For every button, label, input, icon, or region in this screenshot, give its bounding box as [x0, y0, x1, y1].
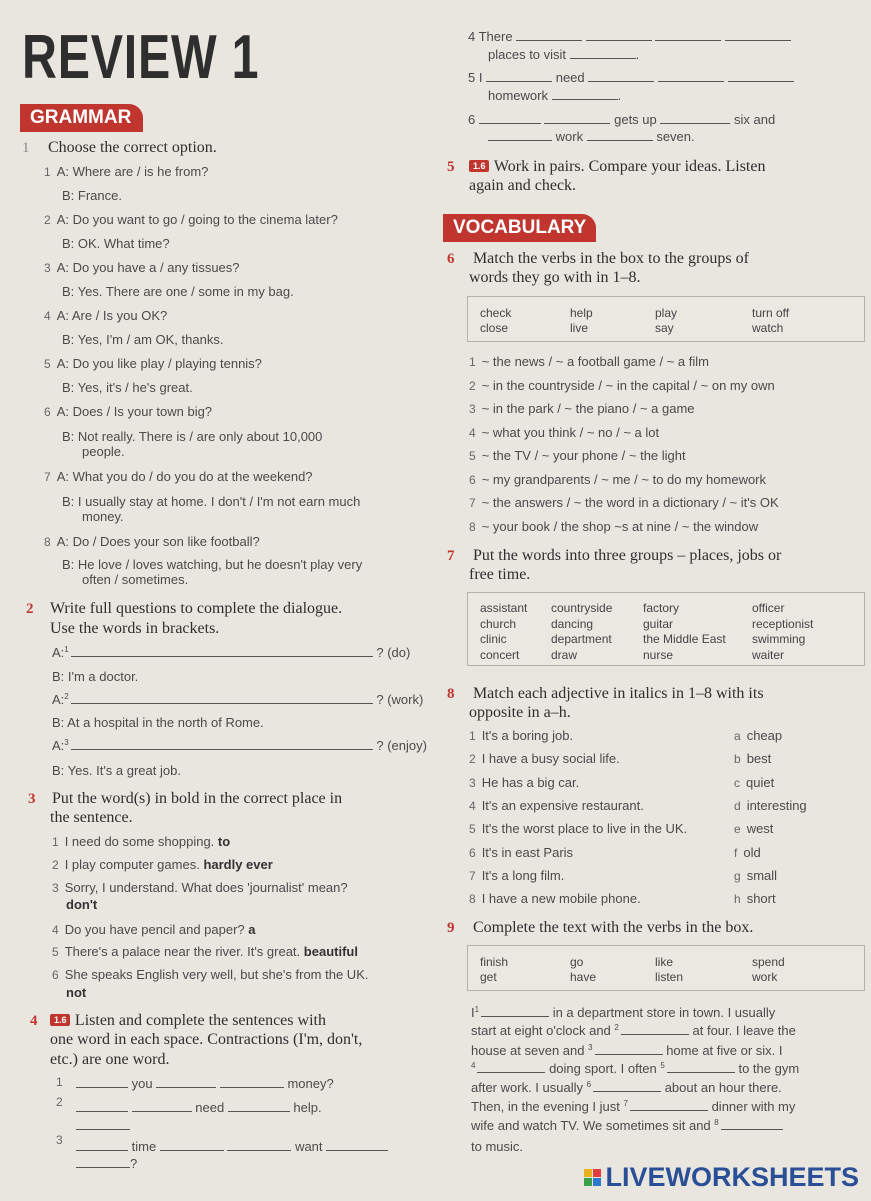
- ex1-line-text[interactable]: A: Do you like play / playing tennis?: [56, 356, 262, 371]
- ex1-line-text[interactable]: B: He love / loves watching, but he doesn't play very: [62, 557, 363, 572]
- vocabulary-section-tag: VOCABULARY: [443, 214, 596, 242]
- answer-blank-9-1[interactable]: [481, 1005, 549, 1017]
- exercise-5-heading: 5 1.6 Work in pairs. Compare your ideas. Listen: [447, 158, 766, 175]
- ex8-option: b best: [734, 751, 772, 767]
- word-box-item: finish: [480, 955, 509, 969]
- ex8-item: 6 It's in east Paris: [469, 844, 574, 860]
- answer-blank-4-3c[interactable]: [227, 1139, 291, 1151]
- answer-blank-4-5c[interactable]: [658, 70, 724, 82]
- ex6-item: 1 ~ the news / ~ a football game / ~ a film: [469, 354, 709, 369]
- exercise-2-heading-line2: Use the words in brackets.: [50, 620, 220, 637]
- answer-blank-4-4b[interactable]: [586, 29, 652, 41]
- answer-blank-9-6[interactable]: [593, 1080, 661, 1092]
- ex6-item: 3 ~ in the park / ~ the piano / ~ a game: [469, 401, 695, 416]
- answer-blank-9-7[interactable]: [630, 1099, 708, 1111]
- grammar-section-tag: GRAMMAR: [20, 104, 143, 132]
- word-box-item: the Middle East: [643, 632, 726, 646]
- answer-blank-4-6a[interactable]: [479, 112, 541, 124]
- ex9-text-line-1: $I^1$ in a department store in town. I usually: [471, 1005, 776, 1020]
- answer-blank-4-2a[interactable]: [76, 1100, 128, 1112]
- ex4-sentence-1: 1: [56, 1075, 63, 1089]
- answer-blank-4-6c[interactable]: [660, 112, 730, 124]
- exercise-7-heading-line2: free time.: [469, 566, 531, 583]
- ex1-line-text[interactable]: A: Do you want to go / going to the cinema later?: [56, 212, 338, 227]
- ex8-option: f old: [734, 844, 761, 860]
- ex8-option: d interesting: [734, 797, 807, 813]
- answer-blank-9-8[interactable]: [721, 1118, 783, 1130]
- answer-blank-4-2b[interactable]: [132, 1100, 192, 1112]
- ex4-sentence-4-line2: places to visit .: [488, 47, 640, 62]
- word-box-item: go: [570, 955, 584, 969]
- answer-blank-4-1a[interactable]: [76, 1076, 128, 1088]
- ex9-text-line-3: house at seven and $^3$ home at five or six. I: [471, 1043, 783, 1058]
- ex1-line: [62, 380, 193, 395]
- ex3-item-3-bold: don't: [66, 897, 98, 912]
- audio-track-icon[interactable]: 1.6: [469, 160, 490, 172]
- answer-blank-4-6d[interactable]: [488, 129, 552, 141]
- ex1-line-text[interactable]: often / sometimes.: [82, 572, 189, 587]
- ex3-item-3: 3 Sorry, I understand. What does 'journalist' mean?: [52, 880, 348, 895]
- ex6-item: 6 ~ my grandparents / ~ me / ~ to do my homework: [469, 471, 767, 487]
- word-box-item: church: [480, 616, 517, 631]
- ex8-item: 2 I have a busy social life.: [469, 751, 620, 767]
- answer-blank-4-3a[interactable]: [76, 1139, 128, 1151]
- word-box-item: department: [551, 632, 612, 646]
- ex3-item-1: 1 I need do some shopping. to: [52, 834, 231, 849]
- ex1-line: 5 A: Do you like play / playing tennis?: [44, 356, 262, 371]
- ex1-line: [62, 557, 362, 572]
- ex1-line: [62, 494, 360, 509]
- ex8-item: 4 It's an expensive restaurant.: [469, 797, 644, 813]
- ex9-word-box: [467, 945, 865, 991]
- answer-blank-4-5d[interactable]: [728, 70, 794, 82]
- ex6-item: 2 ~ in the countryside / ~ in the capital / ~ on my own: [469, 377, 775, 393]
- answer-blank-4-2c[interactable]: [228, 1100, 290, 1112]
- exercise-2-heading: 2 Write full questions to complete the dialogue.: [26, 600, 343, 617]
- ex7-word-box: [467, 592, 865, 666]
- ex1-line: [82, 444, 125, 459]
- word-box-item: draw: [551, 647, 578, 662]
- answer-blank-4-4d[interactable]: [725, 29, 791, 41]
- answer-blank-9-3[interactable]: [595, 1043, 663, 1055]
- answer-blank-2-1[interactable]: [71, 645, 373, 657]
- exercise-4-heading-line3: etc.) are one word.: [50, 1051, 170, 1068]
- answer-blank-4-3b[interactable]: [160, 1139, 224, 1151]
- exercise-5-heading-line2: again and check.: [469, 177, 577, 194]
- answer-blank-4-5a[interactable]: [486, 70, 552, 82]
- ex8-item: 7 It's a long film.: [469, 867, 565, 883]
- word-box-item: guitar: [643, 616, 674, 631]
- word-box-item: factory: [643, 601, 680, 615]
- answer-blank-4-3d[interactable]: [326, 1139, 388, 1151]
- dialogue-b3: B: Yes. It's a great job.: [52, 763, 181, 778]
- page-title: REVIEW 1: [22, 23, 260, 92]
- ex6-item: 5 ~ the TV / ~ your phone / ~ the light: [469, 448, 686, 463]
- ex1-line-text[interactable]: A: What you do / do you do at the weekend?: [56, 469, 313, 484]
- ex1-line: [82, 509, 124, 524]
- ex4-sentence-2-body: need help.: [76, 1100, 322, 1115]
- ex9-text-line-4: $^4$ doing sport. I often $^5$ to the gym: [471, 1061, 800, 1076]
- exercise-9-heading: 9 Complete the text with the verbs in the box.: [447, 919, 754, 936]
- ex8-item: 8 I have a new mobile phone.: [469, 891, 641, 907]
- ex8-option: c quiet: [734, 774, 775, 790]
- word-box-item: nurse: [643, 647, 674, 662]
- ex1-line: [82, 572, 188, 587]
- word-box-item: close: [480, 321, 509, 335]
- dialogue-a3: A:$^3$ ? (enjoy): [52, 738, 427, 753]
- exercise-7-heading: 7 Put the words into three groups – places, jobs or: [447, 547, 782, 564]
- ex4-sentence-4: 4 There: [468, 29, 791, 44]
- ex9-text-line-6: Then, in the evening I just $^7$ dinner with my: [471, 1099, 796, 1114]
- ex3-item-4: 4 Do you have pencil and paper? a: [52, 922, 256, 937]
- ex8-option: h short: [734, 891, 776, 907]
- ex4-sentence-3-line2: ?: [76, 1156, 137, 1171]
- ex1-line-text[interactable]: A: Do / Does your son like football?: [56, 534, 260, 549]
- ex3-item-6: 6 She speaks English very well, but she's from the UK.: [52, 967, 369, 982]
- word-box-item: clinic: [480, 632, 507, 646]
- ex4-sentence-5-line2: homework .: [488, 88, 622, 103]
- exercise-3-heading: 3 Put the word(s) in bold in the correct place in: [28, 790, 343, 807]
- ex4-sentence-3-num: 3: [56, 1133, 63, 1147]
- answer-blank-4-4e[interactable]: [570, 47, 636, 59]
- word-box-item: play: [655, 306, 678, 320]
- word-box-item: swimming: [752, 632, 806, 646]
- ex1-line-text[interactable]: B: Yes, it's / he's great.: [62, 380, 193, 395]
- ex8-option: g small: [734, 867, 778, 883]
- ex9-text-line-2: start at eight o'clock and $^2$ at four. I leave the: [471, 1023, 796, 1038]
- ex4-sentence-2-line2: [76, 1117, 130, 1135]
- word-box-item: listen: [655, 970, 684, 984]
- answer-blank-9-5[interactable]: [667, 1061, 735, 1073]
- word-box-item: check: [480, 306, 512, 320]
- ex1-line: [62, 429, 322, 444]
- exercise-1-heading: 1 Choose the correct option.: [22, 139, 217, 156]
- word-box-item: receptionist: [752, 616, 814, 631]
- ex1-line-text[interactable]: A: Does / Is your town big?: [56, 404, 213, 419]
- ex3-item-6-bold: not: [66, 985, 87, 1000]
- ex6-item: 4 ~ what you think / ~ no / ~ a lot: [469, 424, 660, 440]
- exercise-8-heading-line2: opposite in a–h.: [469, 704, 571, 721]
- dialogue-a2: A:$^2$ ? (work): [52, 692, 424, 707]
- answer-blank-4-3e[interactable]: [76, 1156, 130, 1168]
- word-box-item: have: [570, 970, 597, 984]
- ex4-sentence-6-line2: work seven.: [488, 129, 695, 144]
- word-box-item: officer: [752, 601, 785, 615]
- dialogue-b2: B: At a hospital in the north of Rome.: [52, 715, 264, 730]
- ex8-item: 3 He has a big car.: [469, 774, 580, 790]
- audio-track-icon[interactable]: 1.6: [50, 1014, 71, 1026]
- ex1-line-text[interactable]: B: France.: [62, 188, 122, 203]
- word-box-item: dancing: [551, 616, 594, 631]
- answer-blank-4-4a[interactable]: [516, 29, 582, 41]
- answer-blank-4-4c[interactable]: [655, 29, 721, 41]
- ex4-sentence-5: 5 I need: [468, 70, 794, 85]
- ex1-line-text[interactable]: B: Not really. There is / are only about 10,000: [62, 429, 323, 444]
- word-box-item: spend: [752, 955, 785, 969]
- exercise-6-heading: 6 Match the verbs in the box to the groups of: [447, 250, 749, 267]
- ex1-line: [62, 284, 294, 299]
- answer-blank-4-5e[interactable]: [552, 88, 618, 100]
- word-box-item: countryside: [551, 601, 613, 615]
- ex1-line: 4 A: Are / Is you OK?: [44, 308, 168, 323]
- ex1-line: 7 A: What you do / do you do at the weekend?: [44, 469, 313, 484]
- word-box-item: waiter: [752, 647, 785, 662]
- ex6-word-box: [467, 296, 865, 342]
- ex1-line-text[interactable]: B: Yes, I'm / am OK, thanks.: [62, 332, 224, 347]
- ex1-line-text[interactable]: people.: [82, 444, 125, 459]
- ex9-text-line-7: wife and watch TV. We sometimes sit and $^8$: [471, 1118, 783, 1133]
- answer-blank-4-2d[interactable]: [76, 1118, 130, 1130]
- ex8-option: a cheap: [734, 728, 783, 743]
- word-box-item: get: [480, 970, 497, 984]
- answer-blank-4-5b[interactable]: [588, 70, 654, 82]
- logo-mark-icon: [584, 1169, 602, 1187]
- ex1-line: [62, 188, 122, 203]
- ex1-line-text[interactable]: B: Yes. There are one / some in my bag.: [62, 284, 294, 299]
- ex1-line-text[interactable]: B: OK. What time?: [62, 236, 170, 251]
- ex1-line: 1 A: Where are / is he from?: [44, 164, 209, 179]
- answer-blank-4-6e[interactable]: [587, 129, 653, 141]
- ex3-item-2: 2 I play computer games. hardly ever: [52, 857, 273, 872]
- answer-blank-2-2[interactable]: [71, 692, 373, 704]
- liveworksheets-logo: LIVEWORKSHEETS: [584, 1162, 859, 1193]
- ex8-option: e west: [734, 821, 774, 837]
- answer-blank-9-2[interactable]: [621, 1023, 689, 1035]
- ex8-item: 1 It's a boring job.: [469, 728, 574, 743]
- exercise-8-heading: 8 Match each adjective in italics in 1–8 with its: [447, 685, 764, 702]
- word-box-item: turn off: [752, 306, 790, 320]
- ex1-line: 2 A: Do you want to go / going to the cinema later?: [44, 212, 338, 227]
- word-box-item: live: [570, 321, 589, 335]
- ex6-item: 7 ~ the answers / ~ the word in a dictionary / ~ it's OK: [469, 495, 779, 510]
- ex1-line: [62, 236, 170, 251]
- ex4-sentence-2-num: 2: [56, 1095, 63, 1109]
- ex1-line: 6 A: Does / Is your town big?: [44, 404, 213, 419]
- ex9-text-line-5: after work. I usually $^6$ about an hour there.: [471, 1080, 782, 1095]
- dialogue-a1: A:$^1$ ? (do): [52, 645, 411, 660]
- ex1-line: 8 A: Do / Does your son like football?: [44, 534, 260, 549]
- ex8-item: 5 It's the worst place to live in the UK.: [469, 821, 688, 837]
- exercise-3-heading-line2: the sentence.: [50, 809, 133, 826]
- word-box-item: work: [752, 970, 778, 984]
- ex6-item: 8 ~ your book / the shop ~s at nine / ~ the window: [469, 518, 759, 534]
- ex1-line-text[interactable]: B: I usually stay at home. I don't / I'm not earn much: [62, 494, 361, 509]
- word-box-item: help: [570, 306, 593, 320]
- ex1-line: 3 A: Do you have a / any tissues?: [44, 260, 240, 275]
- ex4-sentence-1-body: you money?: [76, 1076, 334, 1091]
- word-box-item: like: [655, 955, 674, 969]
- word-box-item: watch: [752, 321, 784, 335]
- ex1-line-text[interactable]: A: Are / Is you OK?: [56, 308, 168, 323]
- ex4-sentence-6: 6 gets up six and: [468, 112, 776, 127]
- exercise-4-heading-line2: one word in each space. Contractions (I'm, don't,: [50, 1031, 363, 1048]
- answer-blank-4-6b[interactable]: [544, 112, 610, 124]
- word-box-item: say: [655, 321, 674, 335]
- answer-blank-9-4[interactable]: [477, 1061, 545, 1073]
- ex1-line: [62, 332, 223, 347]
- ex1-line-text[interactable]: A: Where are / is he from?: [56, 164, 209, 179]
- dialogue-b1: B: I'm a doctor.: [52, 669, 139, 684]
- ex3-item-5: 5 There's a palace near the river. It's great. beautiful: [52, 944, 358, 959]
- answer-blank-2-3[interactable]: [71, 738, 373, 750]
- ex1-line-text[interactable]: money.: [82, 509, 124, 524]
- ex1-line-text[interactable]: A: Do you have a / any tissues?: [56, 260, 240, 275]
- word-box-item: concert: [480, 647, 520, 662]
- exercise-6-heading-line2: words they go with in 1–8.: [469, 269, 641, 286]
- ex9-text-line-8: to music.: [471, 1139, 524, 1154]
- answer-blank-4-1b[interactable]: [156, 1076, 216, 1088]
- answer-blank-4-1c[interactable]: [220, 1076, 284, 1088]
- exercise-4-heading: 4 1.6 Listen and complete the sentences with: [30, 1012, 326, 1029]
- word-box-item: assistant: [480, 601, 528, 615]
- ex4-sentence-3-body: time want: [76, 1139, 388, 1154]
